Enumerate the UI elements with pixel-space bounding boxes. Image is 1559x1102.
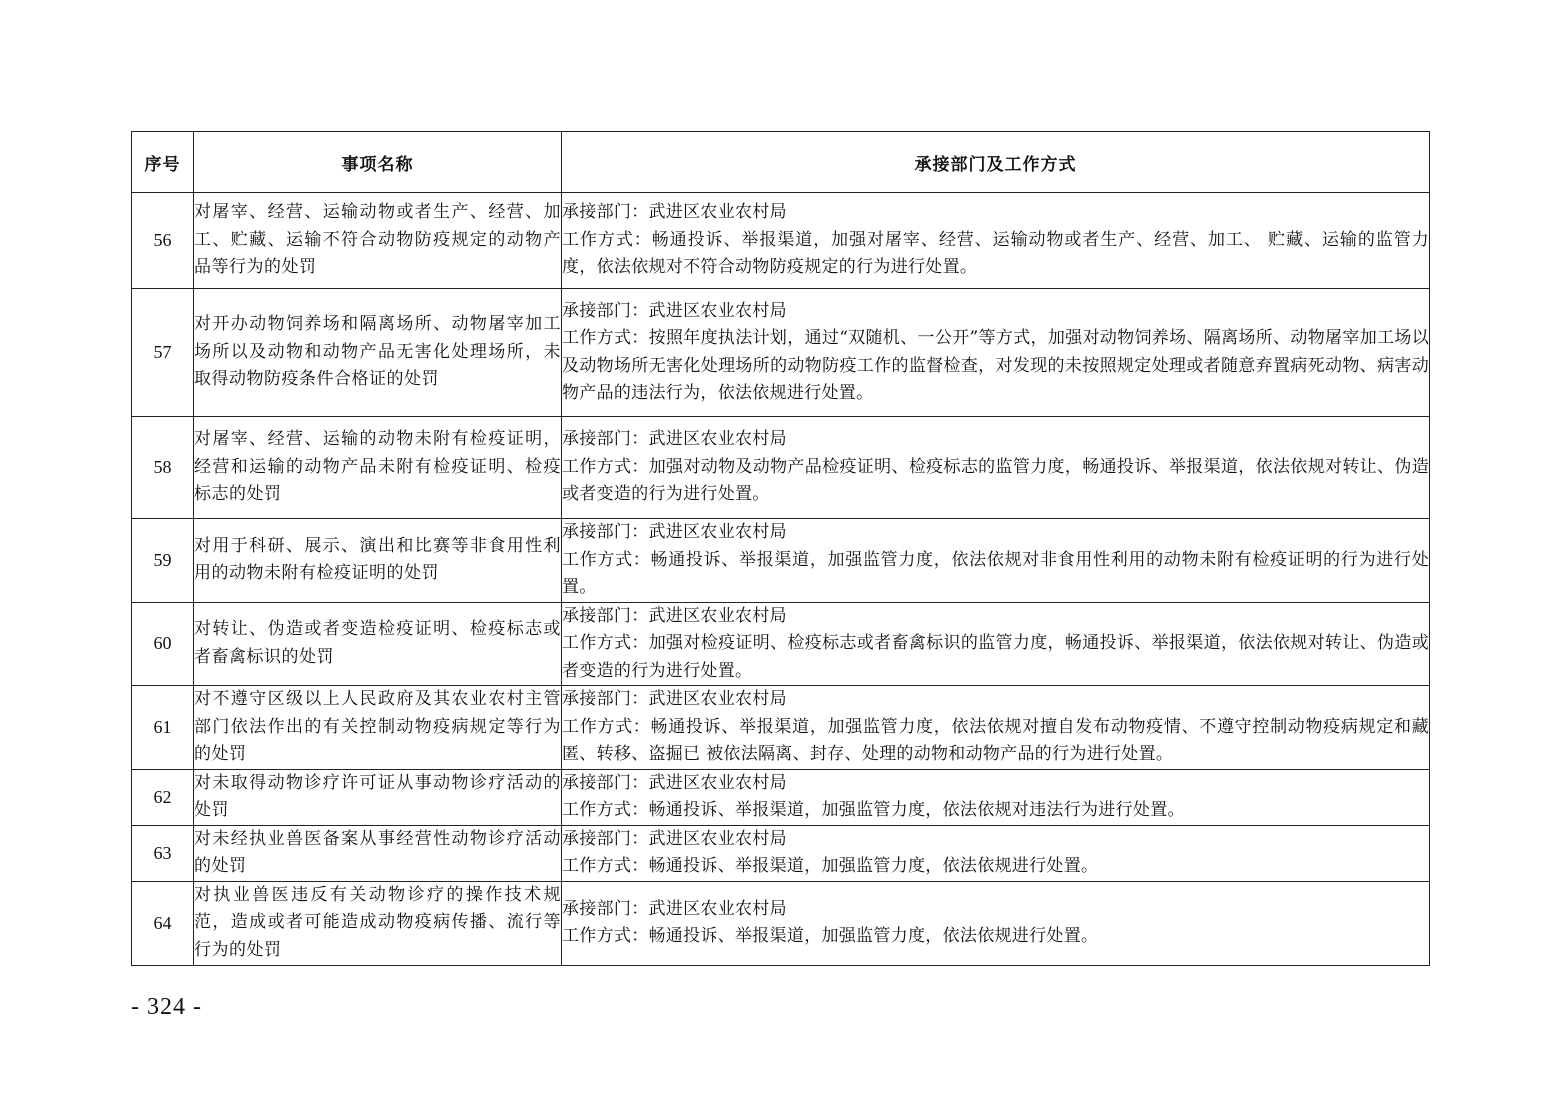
table-row <box>132 193 1430 289</box>
row-dept: 承接部门：武进区农业农村局 <box>562 429 787 450</box>
row-dept: 承接部门：武进区农业农村局 <box>562 605 787 626</box>
table-row <box>132 519 1430 603</box>
table-header-row <box>132 132 1430 193</box>
row-name: 对未取得动物诊疗许可证从事动物诊疗活动的处罚 <box>194 769 562 825</box>
row-dept: 承接部门：武进区农业农村局 <box>562 772 787 793</box>
row-method-cell <box>562 602 1430 686</box>
row-method: 工作方式：畅通投诉、举报渠道，加强监管力度，依法依规进行处置。 <box>562 926 1099 946</box>
row-dept: 承接部门：武进区农业农村局 <box>562 202 787 223</box>
row-method: 工作方式：畅通投诉、举报渠道，加强监管力度，依法依规对非食用性利用的动物未附有检疫证明的行为进行处置。 <box>562 549 1429 597</box>
row-seq: 59 <box>132 519 194 603</box>
row-method-cell <box>562 193 1430 289</box>
page-number: - 324 - <box>131 994 202 1020</box>
row-name: 对用于科研、展示、演出和比赛等非食用性利用的动物未附有检疫证明的处罚 <box>194 519 562 603</box>
matters-table <box>131 131 1430 966</box>
row-seq: 64 <box>132 881 194 965</box>
row-method-cell <box>562 881 1430 965</box>
row-name: 对不遵守区级以上人民政府及其农业农村主管部门依法作出的有关控制动物疫病规定等行为的处罚 <box>194 686 562 770</box>
row-method-cell <box>562 417 1430 519</box>
row-method: 工作方式：加强对动物及动物产品检疫证明、检疫标志的监管力度，畅通投诉、举报渠道，依法依规对转让、伪造 或者变造的行为进行处置。 <box>562 456 1429 505</box>
header-method: 承接部门及工作方式 <box>562 132 1430 193</box>
row-seq: 56 <box>132 193 194 289</box>
row-dept: 承接部门：武进区农业农村局 <box>562 828 787 849</box>
row-name: 对屠宰、经营、运输动物或者生产、经营、加工、贮藏、运输不符合动物防疫规定的动物产品等行为的处罚 <box>194 193 562 289</box>
table-row <box>132 769 1430 825</box>
row-seq: 63 <box>132 825 194 881</box>
row-method-cell <box>562 519 1430 603</box>
row-name: 对执业兽医违反有关动物诊疗的操作技术规范，造成或者可能造成动物疫病传播、流行等行为的处罚 <box>194 881 562 965</box>
row-seq: 61 <box>132 686 194 770</box>
table-row <box>132 825 1430 881</box>
row-dept: 承接部门：武进区农业农村局 <box>562 689 787 709</box>
row-name: 对开办动物饲养场和隔离场所、动物屠宰加工场所以及动物和动物产品无害化处理场所，未取得动物防疫条件合格证的处罚 <box>194 289 562 417</box>
row-method-cell <box>562 769 1430 825</box>
table-row <box>132 686 1430 770</box>
row-method: 工作方式：畅通投诉、举报渠道，加强监管力度，依法依规进行处置。 <box>562 856 1099 876</box>
header-name: 事项名称 <box>194 132 562 193</box>
row-method-cell <box>562 686 1430 770</box>
row-seq: 62 <box>132 769 194 825</box>
row-method: 工作方式：畅通投诉、举报渠道，加强对屠宰、经营、运输动物或者生产、经营、加工、 贮藏、运输的监管力度，依法依规对不符合动物防疫规定的行为进行处置。 <box>562 229 1429 278</box>
row-seq: 58 <box>132 417 194 519</box>
row-name: 对未经执业兽医备案从事经营性动物诊疗活动的处罚 <box>194 825 562 881</box>
row-method: 工作方式：加强对检疫证明、检疫标志或者畜禽标识的监管力度，畅通投诉、举报渠道，依法依规对转让、伪造或者变造的行为进行处置。 <box>562 633 1429 681</box>
table-row <box>132 417 1430 519</box>
header-seq: 序号 <box>132 132 194 193</box>
row-method: 工作方式：按照年度执法计划，通过“双随机、一公开”等方式，加强对动物饲养场、隔离场所、动物屠宰加工场以及动物场所无害化处理场所的动物防疫工作的监督检查，对发现的未按照规定处理或者随意弃置病死动物、病害动物产品的违法行为，依法依规进行处置。 <box>562 328 1429 403</box>
row-name: 对屠宰、经营、运输的动物未附有检疫证明，经营和运输的动物产品未附有检疫证明、检疫标志的处罚 <box>194 417 562 519</box>
row-dept: 承接部门：武进区农业农村局 <box>562 898 787 919</box>
row-dept: 承接部门：武进区农业农村局 <box>562 300 787 321</box>
row-dept: 承接部门：武进区农业农村局 <box>562 522 787 542</box>
row-method: 工作方式：畅通投诉、举报渠道，加强监管力度，依法依规对擅自发布动物疫情、不遵守控制动物疫病规定和藏匿、转移、盗掘已 被依法隔离、封存、处理的动物和动物产品的行为进行处置。 <box>562 716 1429 764</box>
table-row <box>132 602 1430 686</box>
table-row <box>132 289 1430 417</box>
row-name: 对转让、伪造或者变造检疫证明、检疫标志或者畜禽标识的处罚 <box>194 602 562 686</box>
row-seq: 57 <box>132 289 194 417</box>
row-method-cell <box>562 289 1430 417</box>
row-method-cell <box>562 825 1430 881</box>
table-row <box>132 881 1430 965</box>
row-seq: 60 <box>132 602 194 686</box>
row-method: 工作方式：畅通投诉、举报渠道，加强监管力度，依法依规对违法行为进行处置。 <box>562 800 1185 820</box>
